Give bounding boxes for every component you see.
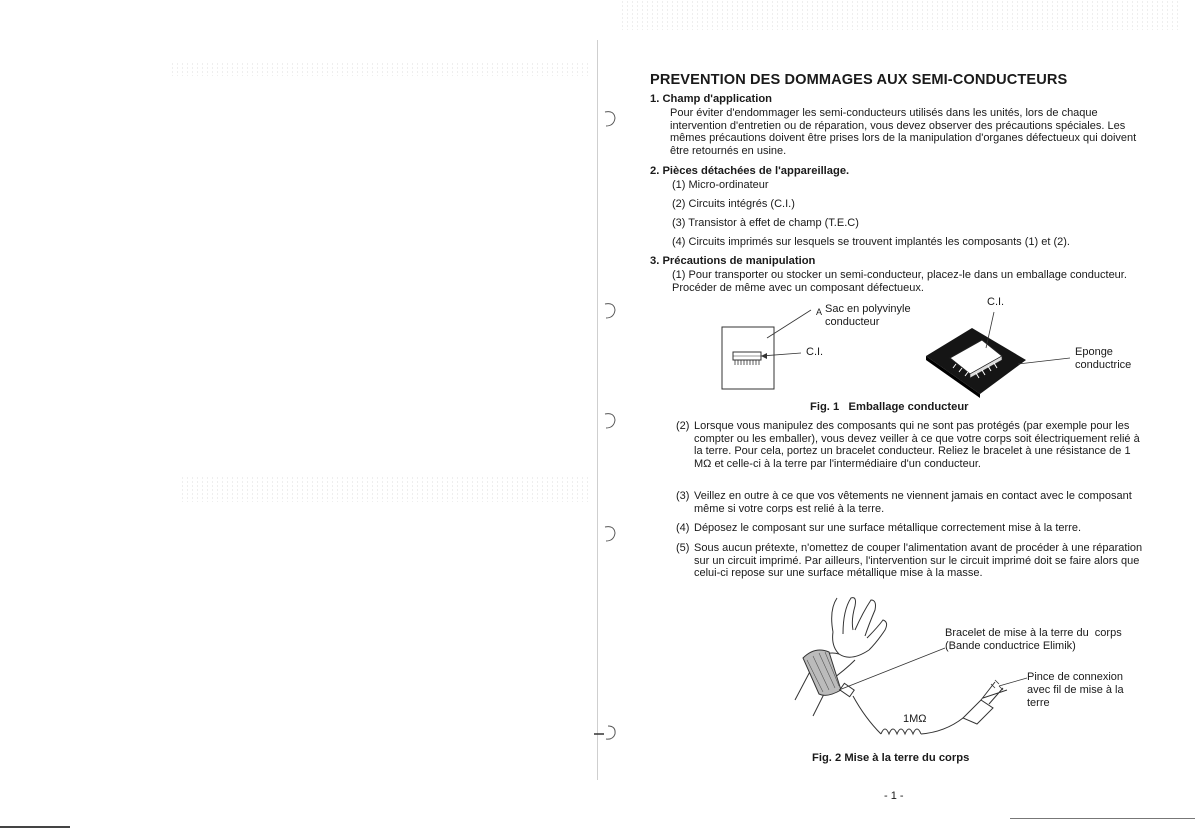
section-2-item-3: (3) Transistor à effet de champ (T.E.C) [672, 217, 859, 229]
section-3-item-4-num: (4) [676, 522, 690, 534]
fig1-label-sponge-line2: conductrice [1075, 359, 1132, 371]
fig2-label-bracelet-line1: Bracelet de mise à la terre du corps [945, 627, 1122, 639]
page-fold-line [597, 40, 598, 780]
fig2-label-clip-line3: terre [1027, 697, 1050, 709]
bottom-right-line [1010, 818, 1195, 819]
section-3-item-5-text: Sous aucun prétexte, n'omettez de couper l'alimentation avant de procéder à une réparation sur un circuit imprimé. Par ailleurs, l'intervention sur le circuit imprimé doit se faire alors que celui-ci repose sur une surface métallique mise à la masse. [694, 542, 1143, 580]
fig2-label-clip-line2: avec fil de mise à la [1027, 684, 1124, 696]
bottom-left-mark [0, 826, 70, 828]
fig1-label-a-letter: A [816, 307, 823, 317]
page-number: - 1 - [884, 790, 904, 802]
section-2-item-2: (2) Circuits intégrés (C.I.) [672, 198, 795, 210]
punch-hole-5 [600, 722, 622, 744]
section-2-heading: 2. Pièces détachées de l'appareillage. [650, 165, 850, 177]
punch-hole-3 [600, 410, 622, 432]
fig1-label-sponge-line1: Eponge [1075, 346, 1113, 358]
section-3-item-3-text: Veillez en outre à ce que vos vêtements ne viennent jamais en contact avec le composant même si votre corps est relié à la terre. [694, 490, 1132, 515]
fig1-label-bag-line1: Sac en polyvinyle [825, 303, 911, 315]
section-3-heading: 3. Précautions de manipulation [650, 255, 816, 267]
scan-noise-top-right [620, 0, 1180, 30]
scan-noise-left-top [170, 62, 590, 76]
fig1-label-ci-right: C.I. [987, 296, 1005, 308]
scan-noise-left-mid [180, 476, 590, 502]
fig1-label-bag-line2: conducteur [825, 316, 880, 328]
punch-hole-1 [600, 108, 622, 130]
fig2-label-resistor: 1MΩ [903, 713, 927, 725]
section-3-item-2-text: Lorsque vous manipulez des composants qui ne sont pas protégés (par exemple pour les compter ou les emballer), vous devez veiller à ce que votre corps soit électriquement relié à la terre. Pour cela, portez un bracelet conducteur. Reliez le bracelet à une résistance de 1 MΩ et celle-ci à la terre par l'intermédiaire d'un conducteur. [694, 420, 1140, 470]
section-1-heading: 1. Champ d'application [650, 93, 773, 105]
section-1-body: Pour éviter d'endommager les semi-conducteurs utilisés dans les unités, lors de chaque intervention d'entretien ou de réparation, vous devez observer des précautions spéciales. Les mêmes précautions doivent être prises lors de la manipulation d'organes défectueux qui doivent être retournés en usine. [670, 107, 1137, 157]
punch-hole-4 [600, 523, 622, 545]
fig2-label-bracelet-line2: (Bande conductrice Elimik) [945, 640, 1076, 652]
page-title: PREVENTION DES DOMMAGES AUX SEMI-CONDUCTEURS [650, 72, 1068, 88]
section-2-item-1: (1) Micro-ordinateur [672, 179, 769, 191]
section-3-intro: (1) Pour transporter ou stocker un semi-conducteur, placez-le dans un emballage conducteur. Procéder de même avec un composant défectueux. [672, 269, 1127, 294]
section-3-item-2-num: (2) [676, 420, 690, 432]
fig2-grounding-drawing [785, 590, 1025, 750]
fig1-sponge-drawing [920, 310, 1080, 400]
section-3-item-4-text: Déposez le composant sur une surface métallique correctement mise à la terre. [694, 522, 1082, 534]
section-3-item-5-num: (5) [676, 542, 690, 554]
fig1-caption: Fig. 1 Emballage conducteur [810, 401, 969, 413]
fig2-label-clip-line1: Pince de connexion [1027, 671, 1124, 683]
section-2-item-4: (4) Circuits imprimés sur lesquels se trouvent implantés les composants (1) et (2). [672, 236, 1070, 248]
fig1-label-ci-left: C.I. [806, 346, 824, 358]
section-3-item-3-num: (3) [676, 490, 690, 502]
fig2-caption: Fig. 2 Mise à la terre du corps [812, 752, 970, 764]
punch-hole-2 [600, 300, 622, 322]
